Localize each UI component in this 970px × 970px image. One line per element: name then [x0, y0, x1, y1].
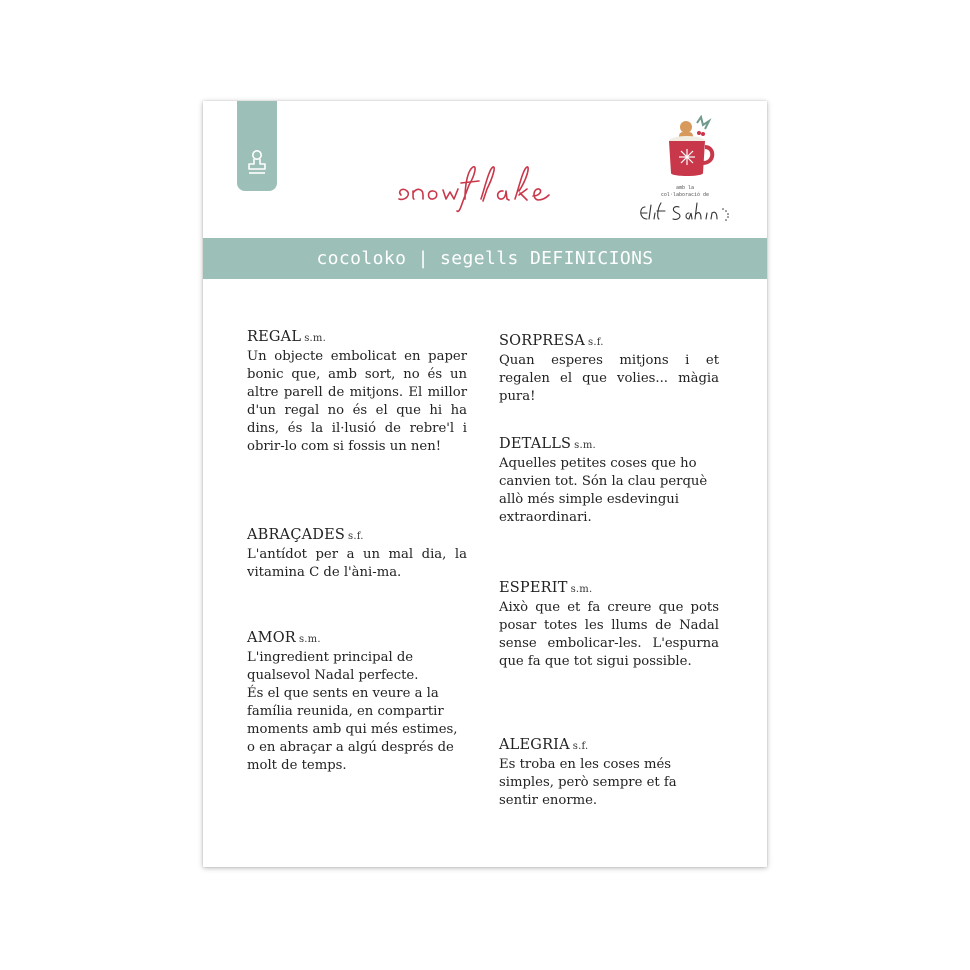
definition-text [499, 352, 719, 406]
definition-text [499, 599, 719, 671]
term-abbreviation: s.f. [572, 741, 589, 752]
definition-text [247, 546, 467, 582]
definition-paragraph: Es troba en les coses més simples, però sempre et fa sentir enorme. [499, 757, 677, 808]
definition-sorpresa [499, 332, 719, 406]
mug-illustration [659, 115, 721, 183]
term-abbreviation: s.m. [298, 634, 321, 645]
stamp-card [203, 101, 767, 867]
stamp-icon [245, 149, 269, 177]
collab-line-2: col·laboració de [660, 192, 710, 198]
definition-paragraph: L'antídot per a un mal dia, la vitamina C de l'àni-ma. [247, 547, 467, 580]
collaboration-note [643, 185, 727, 199]
term: SORPRESA [499, 333, 586, 349]
term: ABRAÇADES [247, 527, 346, 543]
term: ESPERIT [499, 580, 568, 596]
definition-amor [247, 629, 467, 775]
definition-text [499, 756, 719, 810]
definition-paragraph: L'ingredient principal de qualsevol Nadal perfecte. [247, 650, 419, 683]
signature [635, 199, 735, 227]
definition-esperit [499, 579, 719, 671]
definition-detalls [499, 435, 719, 527]
term-abbreviation: s.m. [574, 440, 596, 451]
definition-paragraph: Això que et fa creure que pots posar totes les llums de Nadal sense embolicar-les. L'espurna que fa que tot sigui possible. [499, 600, 719, 669]
definition-paragraph: Un objecte embolicat en paper bonic que, amb sort, no és un altre parell de mitjons. El millor d'un regal no és el que hi ha dins, és la il·lusió de rebre'l i obrir-lo com si fossis un nen! [247, 349, 467, 454]
term: DETALLS [499, 436, 572, 452]
stamp-tab [237, 101, 277, 191]
definition-paragraph: Quan esperes mitjons i et regalen el que volies... màgia pura! [499, 353, 719, 404]
brand-logo [393, 157, 569, 219]
definition-regal [247, 328, 467, 456]
definition-alegria [499, 736, 719, 810]
banner-title: cocoloko | segells DEFINICIONS [203, 238, 767, 279]
term: ALEGRIA [499, 737, 570, 753]
term: REGAL [247, 329, 302, 345]
term: AMOR [247, 630, 296, 646]
definition-text [247, 649, 467, 775]
term-abbreviation: s.m. [304, 333, 326, 344]
definition-abracades [247, 526, 467, 582]
definition-paragraph: És el que sents en veure a la família reunida, en compartir moments amb qui més estimes, o en abraçar a algú després de molt de temps. [247, 686, 458, 773]
definition-text [247, 348, 467, 456]
definition-text [499, 455, 719, 527]
definition-paragraph: Aquelles petites coses que ho canvien tot. Són la clau perquè allò més simple esdevingui extraordinari. [499, 456, 708, 525]
term-abbreviation: s.m. [570, 584, 593, 595]
collab-line-1: amb la [675, 185, 695, 191]
term-abbreviation: s.f. [588, 337, 604, 348]
term-abbreviation: s.f. [348, 531, 364, 542]
